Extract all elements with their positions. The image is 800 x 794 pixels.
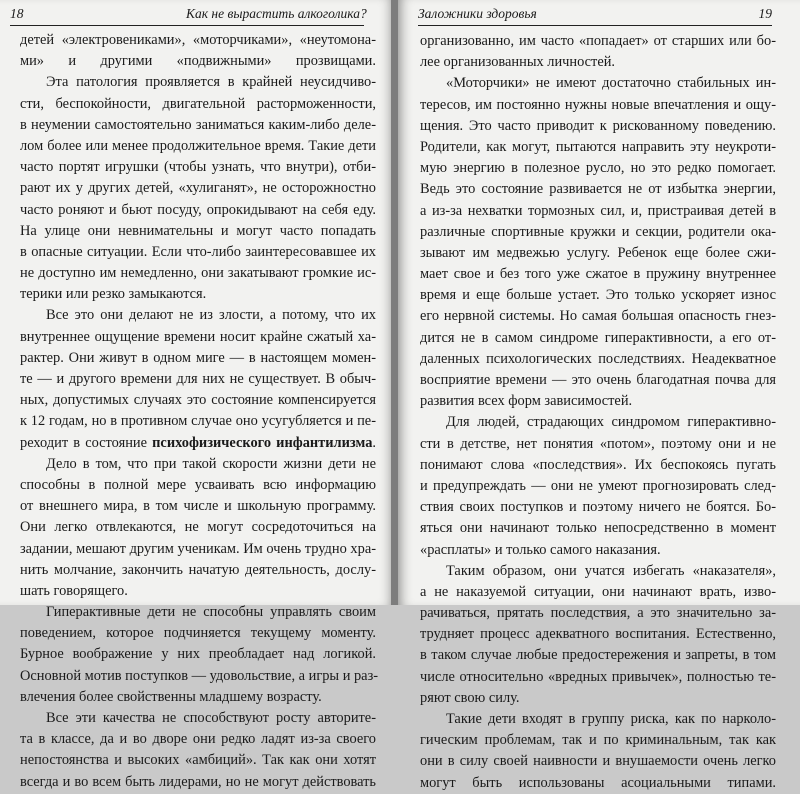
text-line-content: различные спортивные кружки и секции, родители ока- (420, 223, 776, 240)
text-line (20, 496, 376, 517)
text-line (420, 455, 776, 476)
text-line-content: ми» и другими «подвижными» прозвищами. (20, 53, 376, 70)
text-line-content: восприятие времени — это очень благодатная почва для (420, 372, 776, 388)
text-line-content: зывают им медвежью услугу. Ребенок еще более сжи- (420, 244, 776, 261)
text-line (420, 391, 776, 412)
text-line-content: рают их у других детей, «хулиганят», не осторожностно (20, 180, 376, 197)
left-page-number: 18 (10, 6, 24, 21)
text-line (20, 411, 376, 432)
text-line (420, 95, 776, 116)
text-line (420, 179, 776, 200)
text-line (20, 242, 376, 263)
text-line (420, 751, 776, 772)
text-line (20, 51, 376, 72)
text-line (20, 644, 376, 665)
text-line-content: мает свое и без того уже сжатое в пружину внутреннее (420, 266, 776, 283)
text-line (420, 645, 776, 666)
text-line-content: мую энергию в полезное русло, но это редко помогает. (420, 160, 776, 177)
text-line (20, 305, 376, 326)
text-line (20, 729, 376, 750)
right-page (398, 0, 800, 791)
text-line (20, 178, 376, 199)
text-line (20, 390, 376, 411)
text-line-content: Эта патология проявляется в крайней неусидчиво- (46, 74, 376, 91)
right-running-title: Заложники здоровья (418, 6, 537, 21)
text-line-tail: . (372, 434, 376, 451)
text-line-content: детей «электровениками», «моторчиками», «неутомона- (20, 32, 376, 48)
text-line (20, 221, 376, 242)
text-line (420, 137, 776, 158)
text-line-content: в неумении самостоятельно заниматься каким-либо деле- (20, 116, 376, 133)
text-line-content: его нервной системы. Но самая большая опасность гнез- (420, 308, 776, 325)
text-line-content: влечения более свойственны младшему возрасту. (20, 688, 322, 705)
text-line (420, 730, 776, 751)
right-page-number: 19 (758, 6, 772, 21)
text-line-content: Основной мотив поступков — удовольствие, а игры и раз- (20, 667, 379, 684)
text-line (20, 666, 379, 687)
text-line-content: рачиваться, прятать последствия, а это значительно за- (420, 605, 776, 622)
text-line (420, 688, 776, 709)
text-line-content: Дело в том, что при такой скорости жизни дети не (46, 455, 376, 472)
text-line-content: трудняет процесс адекватного воспитания. Естественно, (420, 626, 776, 643)
text-line (420, 116, 776, 137)
text-line-content: «Моторчики» не имеют достаточно стабильных ин- (446, 75, 776, 92)
text-line-content: сти в детстве, нет понятия «потом», поэтому они и не (420, 435, 776, 452)
text-line-content: ряют свою силу. (420, 689, 520, 706)
bold-term: психофизического инфантилизма (152, 434, 373, 451)
text-line-content: Все это они делают не из злости, а потому, что их (46, 307, 376, 324)
text-line-content: всегда и во всем быть лидерами, но не могут действовать (20, 773, 376, 790)
text-line-content: гическим проблемам, так и по криминальным, так как (420, 732, 776, 749)
left-running-title: Как не вырастить алкоголика? (186, 6, 367, 21)
text-line (420, 497, 776, 518)
text-line (20, 433, 376, 454)
text-line-content: реходит в состояние (20, 434, 153, 451)
text-line (20, 72, 376, 93)
text-line (20, 369, 376, 390)
text-line (20, 623, 376, 644)
text-line (420, 201, 776, 222)
text-line (20, 687, 376, 708)
text-line-content: к 12 годам, но в противном случае оно усугубляется и пе- (20, 413, 376, 430)
text-line (20, 136, 376, 157)
text-line (20, 581, 376, 602)
text-line-content: Все эти качества не способствуют росту авторите- (46, 710, 376, 726)
text-line (420, 540, 776, 561)
text-line (20, 708, 376, 729)
text-line-content: тересов, им постоянно нужны новые впечатления и ощу- (420, 96, 776, 113)
text-line-content: часто роняют и бьют посуду, опрокидывают на себя еду. (20, 201, 376, 218)
text-line-content: шать говорящего. (20, 582, 128, 599)
text-line (420, 667, 776, 688)
text-line-content: время и еще больше устает. Это только ускоряет износ (420, 287, 776, 304)
text-line (420, 31, 776, 52)
text-line (420, 773, 776, 794)
text-line-content: числе относительно «вредных привычек», полностью те- (420, 668, 776, 685)
text-line (20, 560, 376, 581)
text-line (420, 52, 776, 73)
text-line-content: способны в полной мере усваивать всю информацию (20, 476, 376, 493)
text-line-content: «расплаты» и только самого наказания. (420, 541, 661, 558)
text-line-content: и предупреждать — они не умеют прогнозировать след- (420, 477, 776, 494)
text-line-content: непостоянства и высоких «амбиций». Так как они хотят (20, 752, 376, 769)
text-line (420, 476, 776, 497)
right-running-head (418, 6, 772, 26)
text-line-content: нить молчание, закончить начатую деятельность, дослу- (20, 561, 376, 578)
text-line (20, 200, 376, 221)
text-line-content: дится не в самом синдроме гиперактивности, а его от- (420, 329, 776, 346)
text-line (420, 582, 776, 603)
text-line-content: часто портят игрушки (чтобы узнать, что внутри), отби- (20, 159, 376, 176)
text-line (20, 157, 376, 178)
text-line-content: от внешнего мира, в том числе и школьную программу. (20, 498, 376, 515)
text-line (420, 285, 776, 306)
text-line (420, 518, 776, 539)
text-line-content: они в силу своей наивности и внушаемости очень легко (420, 753, 776, 770)
text-line-content: ных, допустимых случаях это состояние компенсируется (20, 392, 376, 409)
text-line (20, 517, 376, 538)
text-line-content: а не наказуемой ситуации, они начинают врать, изво- (420, 583, 776, 600)
text-line (420, 370, 776, 391)
text-line (420, 158, 776, 179)
text-line (20, 115, 376, 136)
text-line (420, 264, 776, 285)
text-line-content: Гиперактивные дети не способны управлять своим (46, 604, 376, 621)
text-line (420, 412, 776, 433)
text-line-content: в опасные ситуации. Если что-либо заинтересовавшее их (20, 243, 376, 260)
text-line (420, 306, 776, 327)
text-line (20, 284, 376, 305)
text-line (420, 603, 776, 624)
text-line (20, 327, 376, 348)
text-line (420, 73, 776, 94)
text-line (20, 30, 376, 51)
text-line (20, 94, 376, 115)
text-line-content: внутреннее ощущение времени носит крайне сжатый ха- (20, 328, 376, 345)
text-line-content: терики или резко замыкаются. (20, 286, 207, 303)
text-line-content: яться они начинают только непосредственно в момент (420, 520, 776, 537)
text-line (20, 539, 376, 560)
left-page (0, 0, 394, 790)
text-line-content: лом более или менее продолжительное время. Такие дети (20, 137, 376, 154)
text-line-content: Такие дети входят в группу риска, как по нарколо- (446, 711, 776, 727)
text-line-content: понимают слова «последствия». Их беспокоясь пугать (420, 456, 776, 473)
text-line-content: Они легко отвлекаются, не могут сосредоточиться на (20, 519, 376, 536)
text-line-content: развития всех форм зависимостей. (420, 393, 633, 410)
text-line-content: та в классе, да и во дворе они редко ладят из-за своего (20, 731, 376, 748)
text-line-content: Для людей, страдающих синдромом гиперактивно- (446, 414, 776, 431)
text-line-content: Ведь это состояние развивается не от избытка энергии, (420, 181, 776, 198)
right-body-text (420, 31, 776, 794)
text-line-content: сти, беспокойности, двигательной расторможенности, (20, 95, 376, 112)
text-line (420, 561, 776, 582)
text-line (420, 222, 776, 243)
text-line-content: могут быть использованы асоциальными типами. (420, 774, 776, 791)
text-line-content: На улице они невнимательны и могут часто попадать (20, 222, 376, 239)
left-running-head (10, 6, 367, 26)
text-line-content: Родители, как могут, пытаются направить эту неукроти- (420, 138, 776, 155)
text-line-content: не доступно им немедленно, они закатывают громкие ис- (20, 265, 376, 282)
text-line-content: рактер. Они живут в одном миге — в настоящем момен- (20, 349, 376, 366)
text-line-content: Таким образом, они учатся избегать «наказателя», (446, 562, 776, 579)
left-body-text (20, 30, 379, 793)
text-line-content: щения. Это часто приводит к рискованному поведению. (420, 117, 776, 134)
text-line (420, 624, 776, 645)
text-line (420, 349, 776, 370)
text-line-content: поведением, которое подчиняется текущему моменту. (20, 625, 376, 642)
text-line-content: в таком случае любые предостережения и запреты, в том (420, 647, 776, 664)
text-line-content: Бурное воображение у них преобладает над логикой. (20, 646, 376, 663)
text-line (20, 772, 376, 793)
text-line (20, 602, 376, 623)
text-line-content: даленных психологических последствиях. Неадекватное (420, 350, 776, 367)
text-line (20, 454, 376, 475)
text-line (420, 243, 776, 264)
text-line-content: задании, мешают другим ученикам. Им очень трудно хра- (20, 540, 376, 557)
text-line (420, 434, 776, 455)
text-line-content: а из-за нехватки тормозных сил, и, пристраивая детей в (420, 202, 776, 219)
text-line (420, 328, 776, 349)
text-line-content: ствия своих поступков и поэтому ничего не боятся. Бо- (420, 499, 776, 516)
text-line (20, 348, 376, 369)
text-line (420, 709, 776, 730)
text-line (20, 263, 376, 284)
text-line (20, 750, 376, 771)
text-line-content: организованно, им часто «попадает» от старших или бо- (420, 33, 776, 49)
text-line-content: те — и другого времени для них не существует. В обыч- (20, 371, 376, 387)
text-line (20, 475, 376, 496)
text-line-content: лее организованных личностей. (420, 54, 616, 71)
